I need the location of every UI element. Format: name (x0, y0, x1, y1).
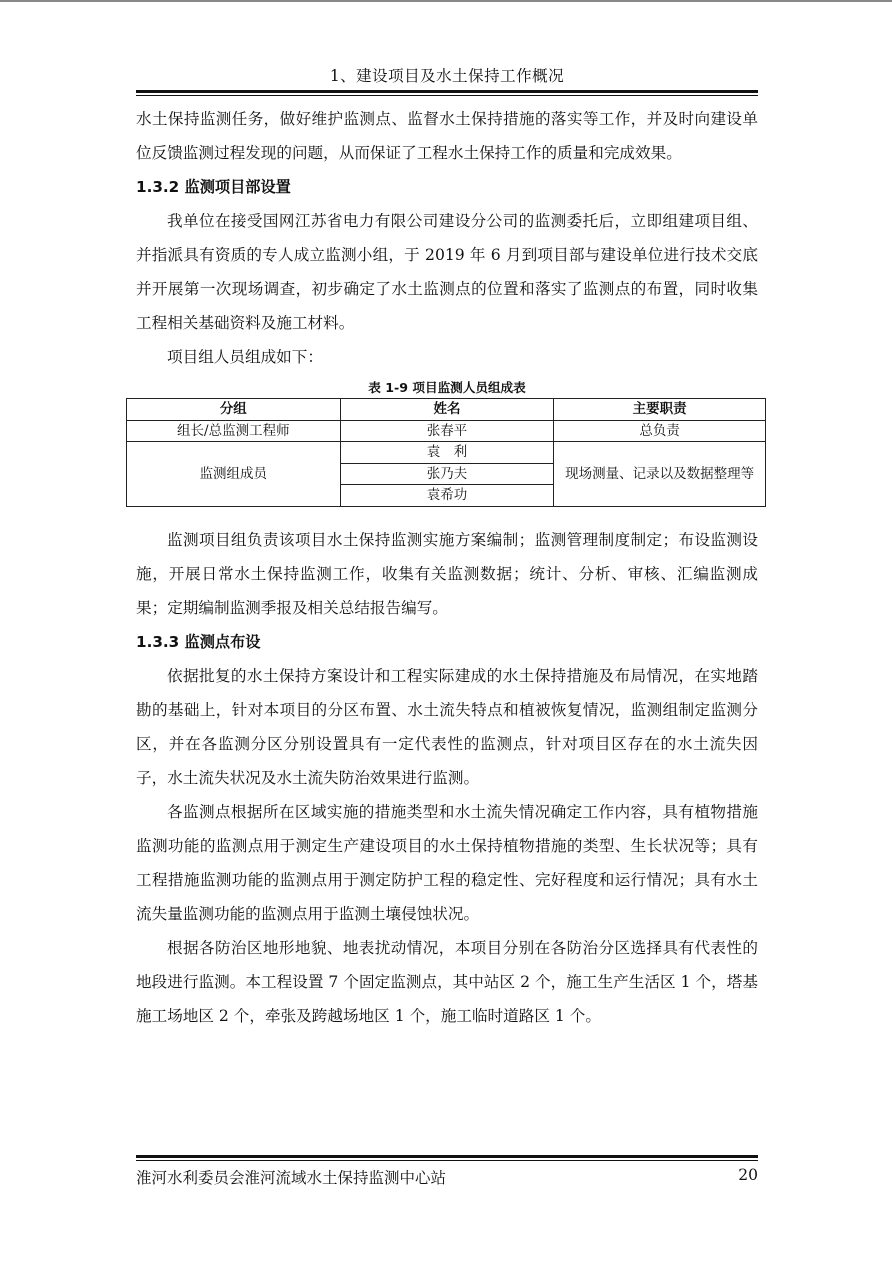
page-number: 20 (738, 1166, 758, 1184)
cell-duty-leader: 总负责 (554, 420, 766, 442)
header-duty: 主要职责 (554, 399, 766, 421)
cell-group-members: 监测组成员 (127, 442, 341, 507)
cell-name-member-1: 袁 利 (340, 442, 554, 464)
header-rule-thin (136, 95, 758, 96)
header-group: 分组 (127, 399, 341, 421)
cell-group-leader: 组长/总监测工程师 (127, 420, 341, 442)
section-heading-1-3-3: 1.3.3 监测点布设 (136, 632, 261, 651)
page-body (136, 102, 758, 1033)
table-caption: 表 1-9 项目监测人员组成表 (368, 380, 526, 395)
header-rule-thick (136, 90, 758, 93)
cell-name-leader: 张春平 (340, 420, 554, 442)
table-row (127, 442, 766, 464)
cell-name-member-2: 张乃夫 (340, 463, 554, 485)
paragraph-point-count: 根据各防治区地形地貌、地表扰动情况，本项目分别在各防治分区选择具有代表性的地段进行监测。本工程设置 7 个固定监测点，其中站区 2 个，施工生产生活区 1 个，塔基施工场地区 2 个，牵张及跨越场地区 1 个，施工临时道路区 1 个。 (136, 938, 758, 1025)
paragraph-continuation: 水土保持监测任务，做好维护监测点、监督水土保持措施的落实等工作，并及时向建设单位反馈监测过程发现的问题，从而保证了工程水土保持工作的质量和完成效果。 (136, 110, 758, 162)
page-top-border (0, 0, 892, 2)
table-row (127, 420, 766, 442)
paragraph-team-intro: 项目组人员组成如下： (167, 348, 323, 366)
paragraph-team-duties: 监测项目组负责该项目水土保持监测实施方案编制；监测管理制度制定；布设监测设施，开展日常水土保持监测工作，收集有关监测数据；统计、分析、审核、汇编监测成果；定期编制监测季报及相关总结报告编写。 (136, 530, 758, 617)
section-heading-1-3-2: 1.3.2 监测项目部设置 (136, 178, 291, 196)
paragraph-point-functions: 各监测点根据所在区域实施的措施类型和水土流失情况确定工作内容，具有植物措施监测功能的监测点用于测定生产建设项目的水土保持植物措施的类型、生长状况等；具有工程措施监测功能的监测点用于测定防护工程的稳定性、完好程度和运行情况；具有水土流失量监测功能的监测点用于监测土壤侵蚀状况。 (136, 802, 758, 923)
footer-rule-thick (136, 1155, 758, 1158)
staff-table (126, 398, 766, 507)
cell-duty-members: 现场测量、记录以及数据整理等 (554, 442, 766, 507)
footer-organization: 淮河水利委员会淮河流域水土保持监测中心站 (136, 1169, 447, 1187)
header-name: 姓名 (340, 399, 554, 421)
footer-rule-thin (136, 1160, 758, 1161)
running-header: 1、建设项目及水土保持工作概况 (329, 67, 565, 85)
paragraph-project-setup: 我单位在接受国网江苏省电力有限公司建设分公司的监测委托后，立即组建项目组、并指派具有资质的专人成立监测小组，于 2019 年 6 月到项目部与建设单位进行技术交底并开展第一次现场调查，初步确定了水土监测点的位置和落实了监测点的布置，同时收集工程相关基础资料及施工材料。 (136, 212, 758, 332)
paragraph-point-layout: 依据批复的水土保持方案设计和工程实际建成的水土保持措施及布局情况，在实地踏勘的基础上，针对本项目的分区布置、水土流失特点和植被恢复情况，监测组制定监测分区，并在各监测分区分别设置具有一定代表性的监测点，针对项目区存在的水土流失因子，水土流失状况及水土流失防治效果进行监测。 (136, 666, 758, 787)
table-header-row (127, 399, 766, 421)
cell-name-member-3: 袁希功 (340, 485, 554, 507)
